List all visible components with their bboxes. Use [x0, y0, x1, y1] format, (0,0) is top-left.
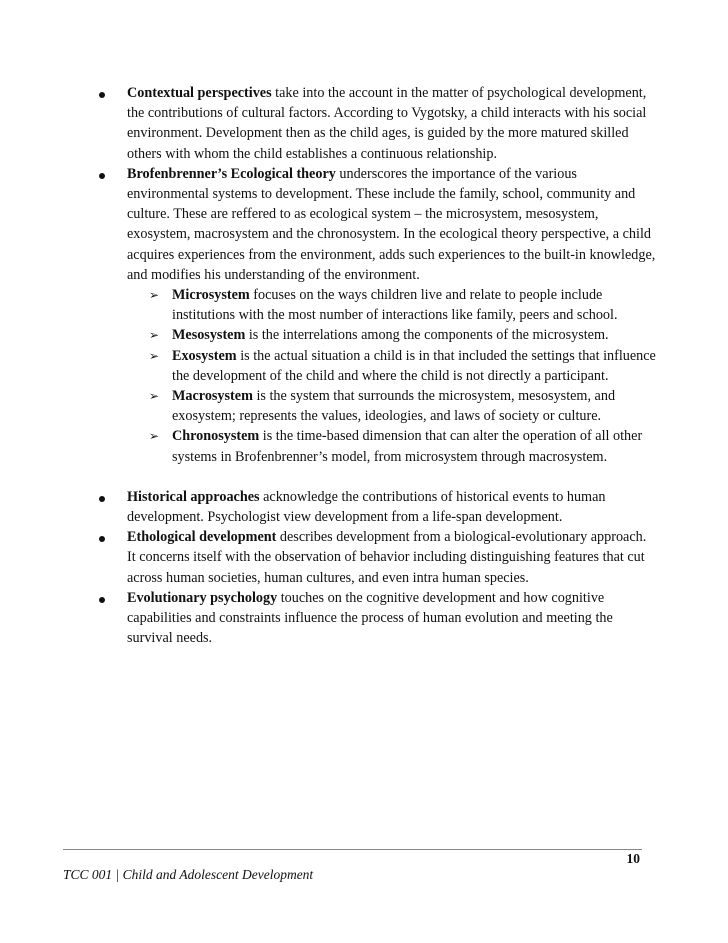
sub-item-text: is the interrelations among the components of the microsystem.	[245, 327, 609, 344]
arrow-bullet-icon: ➢	[149, 389, 160, 404]
sub-item-term: Chronosystem	[172, 428, 260, 445]
sub-item-term: Microsystem	[172, 287, 250, 304]
bullet-term: Brofenbrenner’s Ecological theory	[127, 165, 336, 182]
sub-item-exosystem	[97, 346, 657, 386]
sub-item-microsystem	[97, 285, 657, 325]
arrow-bullet-icon: ➢	[149, 348, 160, 363]
bullet-ethological-development	[97, 527, 657, 588]
arrow-bullet-icon: ➢	[149, 328, 160, 343]
bullet-ecological-theory	[97, 164, 657, 285]
arrow-bullet-icon: ➢	[149, 288, 160, 303]
bullet-term: Evolutionary psychology	[127, 589, 278, 606]
sub-item-text: focuses on the ways children live and relate to people include institutions with the most number of interactions like family, peers and school.	[172, 287, 618, 324]
bullet-text: describes development from a biological-evolutionary approach. It concerns itself with the observation of behavior including distinguishing features that cut across human societies, human cultures, and even intra human species.	[127, 529, 647, 586]
sub-item-chronosystem	[97, 426, 657, 466]
bullet-text: acknowledge the contributions of historical events to human development. Psychologist view development from a life-span development.	[127, 488, 606, 526]
bullet-text: underscores the importance of the various environmental systems to development. These include the family, school, community and culture. These are reffered to as ecological system – the microsystem, mesosystem, exosystem, macrosystem and the chronosystem. In the ecological theory perspective, a child acquires experiences from the environment, adds such experiences to the built-in knowledge, and modifies his understanding of the environment.	[127, 165, 656, 283]
sub-item-text: is the system that surrounds the microsystem, mesosystem, and exosystem; represents the values, ideologies, and laws of society or culture.	[172, 388, 616, 425]
sub-item-term: Mesosystem	[172, 327, 246, 344]
bullet-contextual-perspectives	[97, 83, 657, 164]
sub-item-mesosystem	[97, 325, 657, 345]
paragraph-gap	[97, 467, 657, 487]
page-content	[97, 83, 657, 648]
page-number: 10	[626, 851, 640, 866]
bullet-dot-icon	[99, 92, 105, 98]
arrow-bullet-icon: ➢	[149, 429, 160, 444]
footer-divider	[63, 849, 642, 850]
bullet-term: Historical approaches	[127, 488, 260, 505]
sub-item-macrosystem	[97, 386, 657, 426]
sub-item-text: is the actual situation a child is in that included the settings that influence the development of the child and where the child is not directly a participant.	[172, 347, 656, 384]
bullet-historical-approaches	[97, 487, 657, 527]
bullet-term: Contextual perspectives	[127, 85, 272, 101]
bullet-dot-icon	[99, 536, 105, 542]
bullet-dot-icon	[99, 173, 105, 179]
sub-item-text: is the time-based dimension that can alter the operation of all other systems in Brofenbrenner’s model, from microsystem through macrosystem.	[172, 428, 643, 465]
bullet-evolutionary-psychology	[97, 588, 657, 649]
bullet-dot-icon	[99, 597, 105, 603]
bullet-dot-icon	[99, 496, 105, 502]
footer-course-title: TCC 001 | Child and Adolescent Development	[63, 867, 314, 882]
bullet-text: take into the account in the matter of psychological development, the contributions of cultural factors. According to Vygotsky, a child interacts with his social environment. Development then as the child ages, is guided by the more matured skilled others with whom the child establishes a continuous relationship.	[127, 85, 647, 162]
sub-item-term: Exosystem	[172, 347, 237, 364]
bullet-term: Ethological development	[127, 529, 277, 546]
sub-item-term: Macrosystem	[172, 388, 253, 405]
bullet-text: touches on the cognitive development and how cognitive capabilities and constraints influence the process of human evolution and meeting the survival needs.	[127, 589, 613, 647]
